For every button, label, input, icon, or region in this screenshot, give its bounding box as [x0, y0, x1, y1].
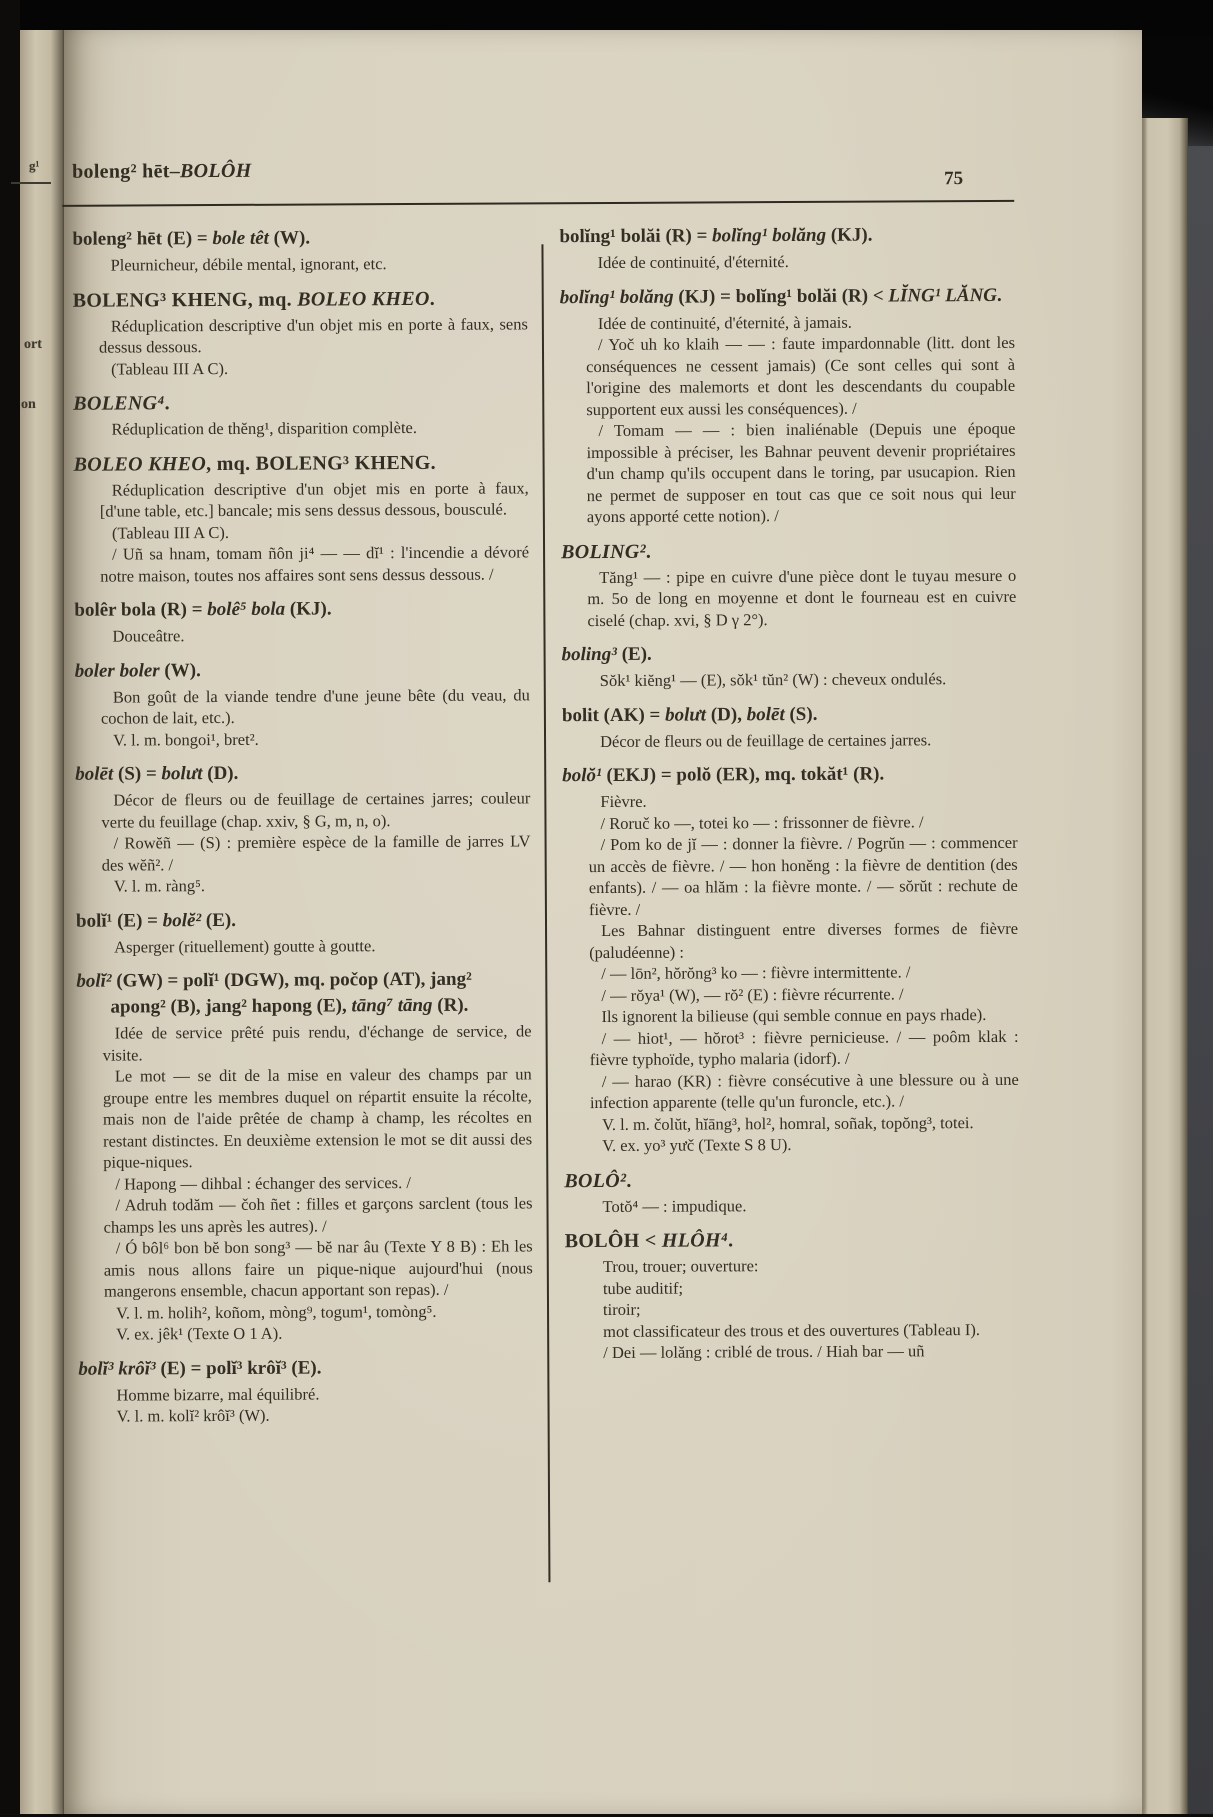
text-segment: boling³ — [561, 643, 617, 666]
entry-text: tube auditif; — [602, 1278, 684, 1298]
page-number: 75 — [944, 168, 964, 190]
text-segment: (KJ) = bolĭng¹ bolăi (R) < — [673, 284, 889, 308]
text-segment: (KJ). — [825, 224, 873, 246]
text-segment: bolēt — [75, 763, 114, 785]
entry-text: Totŏ⁴ — : impudique. — [602, 1195, 747, 1216]
text-segment: bolưt — [665, 703, 707, 726]
dictionary-page — [64, 30, 1142, 1814]
dictionary-entry — [562, 700, 1017, 752]
text-segment: BOLÔ² — [564, 1169, 627, 1192]
entry-text: Pleurnicheur, débile mental, ignorant, etc. — [110, 254, 387, 275]
text-segment: (EKJ) = polŏ (ER), mq. tokăt¹ (R). — [601, 763, 885, 787]
entry-text: / Rowĕñ — (S) : première espèce de la famille de jarres LV des wĕñ². / — [101, 831, 531, 875]
text-segment: – — [169, 160, 181, 183]
dictionary-entry — [76, 966, 533, 1345]
text-segment: (R). — [432, 994, 469, 1016]
dictionary-entry — [74, 595, 529, 647]
text-segment: BOLENG³ KHENG, mq. — [72, 288, 298, 312]
entry-text: (Tableau III A C). — [111, 358, 229, 379]
entry-text: / — lōn², hŏrŏng³ ko — : fièvre intermittente. / — [601, 962, 911, 984]
text-segment: . — [645, 540, 652, 563]
entry-headword — [562, 761, 1017, 789]
text-segment: bolĭng¹ bolăng — [712, 224, 827, 247]
entry-headword — [76, 966, 531, 1020]
entry-text: / Hapong — dihbal : échanger des services. / — [115, 1172, 411, 1194]
text-segment: bolêr bola (R) = — [74, 599, 208, 621]
entry-text: mot classificateur des trous et des ouvertures (Tableau I). — [603, 1319, 981, 1341]
text-segment: , mq. BOLENG³ KHENG. — [206, 451, 436, 475]
text-segment: BOLEO KHEO — [73, 452, 207, 476]
text-segment: . — [429, 287, 436, 310]
entry-headword — [74, 595, 529, 623]
text-segment: bole têt — [212, 227, 269, 250]
dictionary-entry — [562, 640, 1017, 692]
entry-headword — [75, 656, 530, 684]
entry-text: Homme bizarre, mal équilibré. — [116, 1383, 320, 1405]
dictionary-entry — [561, 536, 1016, 631]
dictionary-entry — [564, 1165, 1019, 1217]
text-segment: . — [626, 1169, 632, 1192]
entry-text: V. l. m. ràng⁵. — [113, 876, 206, 896]
text-segment: bolit (AK) = — [561, 704, 666, 726]
dictionary-entry — [565, 1226, 1021, 1364]
entry-text: / Pom ko de jĭ — : donner la fièvre. / Pogrŭn — : commencer un accès de fièvre. / — hon honĕng : la fièvre de dentition (des enfants). / — oa hlăm : la fièvre monte. / — sŏrŭt : rechute de fièvre. / — [588, 832, 1018, 919]
entry-text: / Ó bôl⁶ bon bĕ bon song³ — bĕ nar âu (Texte Y 8 B) : Eh les amis nous allons faire un pique-nique aujourd'hui (nous mangerons ensemble, chacun apportant son repas). / — [103, 1236, 533, 1301]
entry-text: Sŏk¹ kiĕng¹ — (E), sŏk¹ tŭn² (W) : cheveux ondulés. — [599, 669, 947, 691]
entry-text: / Yoč uh ko klaih — — : faute impardonnable (litt. dont les conséquences ne cessent jamais) (Ce sont celles qui sont à l'origine des malemorts et dont les descendants du coupable supportent eux aussi les conséquences). / — [586, 332, 1016, 419]
dictionary-entry — [73, 388, 528, 440]
entry-text: Trou, trouer; ouverture: — [602, 1256, 759, 1277]
text-segment: (KJ). — [285, 598, 332, 620]
text-segment: bolĭ² — [76, 970, 112, 992]
entry-text: / Tomam — — : bien inaliénable (Depuis une époque impossible à préciser, les Bahnar peuvent devenir propriétaires d'un champ qu'ils occupent dans le toring, par usucapion. Rien ne permet de supposer en tout cas que ce soit nous qui leur ayons apporté cette notion). / — [586, 418, 1016, 527]
text-segment: BOLENG⁴ — [73, 392, 165, 415]
text-segment: BOLÔH — [179, 159, 252, 183]
dictionary-entry — [562, 761, 1019, 1157]
entry-text: / Dei — lolăng : criblé de trous. / Hiah bar — uñ — [603, 1341, 925, 1363]
text-segment: (W). — [159, 659, 201, 681]
entry-headword — [78, 1354, 533, 1382]
page-content — [59, 27, 1146, 1817]
text-segment: (S) = — [113, 763, 162, 785]
dictionary-entry — [75, 656, 530, 751]
text-segment: BOLÔH < — [564, 1229, 662, 1253]
text-segment: boleng² hēt — [72, 160, 170, 183]
dictionary-entry — [73, 285, 528, 380]
entry-text: Douceâtre. — [112, 626, 185, 646]
text-segment: bolĭng¹ bolăi (R) = — [559, 225, 713, 248]
book-fore-edge — [1142, 118, 1188, 1814]
entry-text: Ils ignorent la bilieuse (qui semble connue en pays rhade). — [601, 1004, 987, 1027]
text-segment: bolĕ² — [162, 909, 202, 931]
entry-headword — [74, 449, 529, 477]
entry-text: / — hiot¹, — hŏrot³ : fièvre pernicieuse. / — poôm klak : fièvre typhoïde, typho malaria (idorf). / — [589, 1026, 1019, 1070]
text-segment: bolĭ³ krôĭ³ — [78, 1357, 156, 1380]
entry-text: V. l. m. kolĭ² krôĭ³ (W). — [116, 1405, 270, 1426]
text-segment: bolŏ¹ — [562, 765, 602, 787]
entry-headword — [73, 285, 528, 313]
text-segment: (D), — [706, 703, 747, 725]
previous-page-edge — [20, 30, 64, 1814]
header-rule — [62, 200, 1014, 207]
entry-text: tiroir; — [602, 1299, 641, 1320]
entry-headword — [565, 1226, 1020, 1254]
text-segment: bolēt — [746, 703, 785, 725]
text-segment: boleng² hēt (E) = — [72, 228, 213, 250]
text-columns — [72, 222, 1020, 1438]
text-segment: bolĭ¹ (E) = — [75, 909, 163, 932]
text-segment: tāng⁷ tāng — [351, 994, 433, 1017]
dictionary-entry — [75, 759, 531, 897]
text-segment: bolê⁵ bola — [207, 598, 286, 621]
entry-text: Idée de continuité, d'éternité, à jamais. — [597, 312, 852, 333]
entry-text: Les Bahnar distinguent entre diverses formes de fièvre (paludéenne) : — [589, 918, 1019, 962]
entry-text: Tăng¹ — : pipe en cuivre d'une pièce dont le tuyau mesure o m. 5o de long en moyenne et dont le fourneau est en cuivre ciselé (chap. xvi, § D γ 2°). — [587, 565, 1017, 630]
dictionary-entry — [72, 224, 527, 276]
text-segment: LĬNG¹ LĂNG — [888, 284, 998, 306]
entry-text: (Tableau III A C). — [111, 522, 230, 543]
entry-headword — [564, 1165, 1019, 1193]
entry-text: Réduplication de thĕng¹, disparition complète. — [111, 417, 418, 439]
text-segment: bolĭng¹ bolăng — [559, 286, 674, 308]
dictionary-entry — [559, 222, 1014, 274]
right-column — [559, 222, 1020, 1436]
entry-text: Décor de fleurs ou de feuillage de certaines jarres; couleur verte du feuillage (chap. xxiv, § G, m, n, o). — [101, 788, 531, 832]
entry-text: Décor de fleurs ou de feuillage de certaines jarres. — [600, 729, 932, 751]
entry-headword — [560, 282, 1015, 310]
previous-page-text-fragment: ort — [24, 337, 42, 352]
text-segment: (S). — [784, 703, 818, 725]
entry-text: V. l. m. holih², koñom, mòng⁹, togum¹, tomòng⁵. — [115, 1301, 437, 1323]
entry-headword — [562, 700, 1017, 728]
previous-page-text-fragment: g¹ — [29, 158, 40, 173]
entry-text: Bon goût de la viande tendre d'une jeune bête (du veau, du cochon de lait, etc.). — [100, 684, 530, 728]
text-segment: HLÔH⁴ — [661, 1229, 729, 1252]
previous-page-rule-fragment — [11, 182, 51, 184]
text-segment: BOLEO KHEO — [297, 287, 430, 311]
book-spine-shadow — [0, 0, 20, 1814]
running-head — [72, 160, 252, 184]
entry-text: / — harao (KR) : fièvre consécutive à une blessure ou à une infection apparente (telle qu'un furoncle, etc.). / — [589, 1069, 1019, 1113]
entry-text: Idée de continuité, d'éternité. — [597, 252, 789, 273]
dictionary-entry — [74, 449, 530, 587]
entry-headword — [75, 759, 530, 787]
entry-headword — [73, 388, 528, 416]
entry-text: Réduplication descriptive d'un objet mis en porte à faux, sens dessus dessous. — [98, 313, 528, 357]
text-segment: (W). — [268, 227, 311, 249]
text-segment: . — [996, 284, 1002, 306]
entry-text: / Roruč ko —, totei ko — : frissonner de fièvre. / — [600, 811, 924, 833]
text-segment: (E). — [201, 909, 237, 931]
text-segment: (E) = polĭ³ krôĭ³ (E). — [155, 1356, 322, 1379]
text-segment: bolưt — [161, 763, 203, 785]
text-segment: . — [164, 392, 170, 415]
dictionary-entry — [560, 282, 1016, 527]
left-column — [72, 224, 533, 1438]
entry-text: / — rŏya¹ (W), — rŏ² (E) : fièvre récurrente. / — [601, 983, 904, 1005]
entry-text: V. ex. yo³ yưč (Texte S 8 U). — [602, 1135, 792, 1156]
text-segment: (D). — [202, 762, 239, 785]
entry-text: Idée de service prêté puis rendu, d'échange de service, de visite. — [102, 1021, 532, 1065]
text-segment: (GW) = polĭ¹ (DGW), mq. počop (AT), jang² apong² (B), jang² hapong (E), — [110, 968, 472, 1018]
text-segment: BOLING² — [561, 540, 646, 563]
entry-text: V. ex. jêk¹ (Texte O 1 A). — [116, 1323, 283, 1344]
entry-text: Fièvre. — [600, 791, 647, 812]
dictionary-entry — [78, 1354, 533, 1427]
entry-text: / Adruh todăm — čoh ñet : filles et garçons sarclent (tous les champs les uns après les autres). / — [103, 1193, 533, 1237]
text-segment: boler boler — [74, 659, 160, 682]
entry-text: V. l. m. bongoi¹, bret². — [112, 729, 259, 750]
entry-text: Réduplication descriptive d'un objet mis en porte à faux, [d'une table, etc.] bancale; mis sens dessus dessous, bousculé. — [99, 477, 529, 521]
entry-headword — [561, 536, 1016, 564]
entry-text: Le mot — se dit de la mise en valeur des champs par un groupe entre les membres duquel on répartit ensuite la récolte, mais non de l'aide prêtée de champ à champ, les récoltes en restant distinctes. En deuxième extension le mot se dit aussi des pique-niques. — [102, 1064, 533, 1172]
text-segment: (E). — [616, 643, 652, 665]
previous-page-text-fragment: on — [21, 397, 36, 412]
entry-text: V. l. m. čolŭt, hĭāng³, hol², homral, soñak, topŏng³, totei. — [602, 1112, 974, 1134]
text-segment: . — [728, 1229, 734, 1252]
entry-text: / Uñ sa hnam, tomam ñôn ji⁴ — — dĭ¹ : l'incendie a dévoré notre maison, toutes nos affaires sont sens dessus dessous. / — [100, 542, 530, 586]
entry-headword — [562, 640, 1017, 668]
entry-text: Asperger (rituellement) goutte à goutte. — [114, 935, 376, 957]
dictionary-entry — [76, 906, 531, 958]
entry-headword — [76, 906, 531, 934]
entry-headword — [72, 224, 527, 252]
entry-headword — [559, 222, 1014, 250]
